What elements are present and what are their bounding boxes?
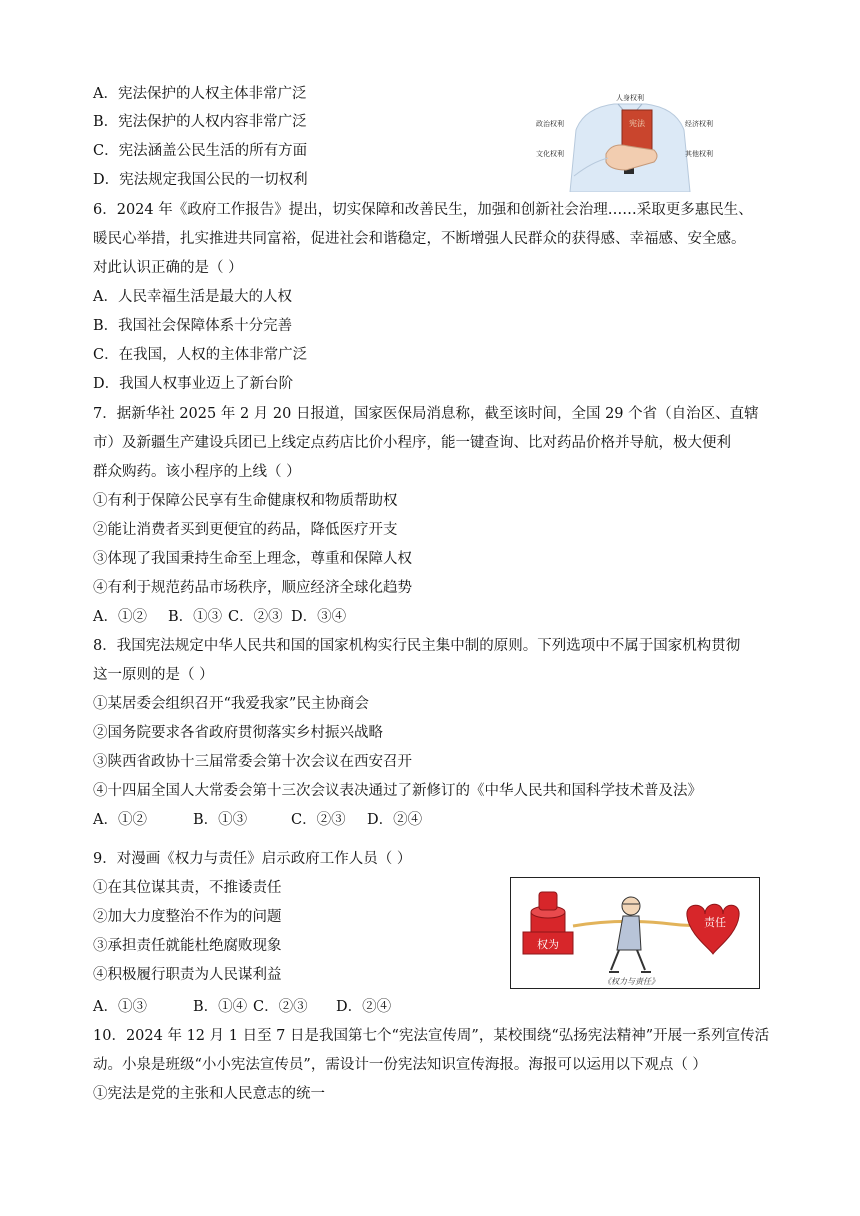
q5-option-d: D．宪法规定我国公民的一切权利 — [93, 172, 308, 188]
q7-item-1: ①有利于保障公民享有生命健康权和物质帮助权 — [93, 493, 398, 509]
duty-label: 责任 — [704, 916, 726, 929]
power-responsibility-cartoon — [510, 877, 760, 989]
q9-option-b: B．①④ — [193, 999, 248, 1015]
label-personal-rights: 人身权利 — [616, 94, 644, 102]
q9-item-3: ③承担责任就能杜绝腐败现象 — [93, 938, 282, 954]
q8-option-d: D．②④ — [367, 812, 423, 828]
q8-item-2: ②国务院要求各省政府贯彻落实乡村振兴战略 — [93, 725, 383, 741]
q8-item-4: ④十四届全国人大常委会第十三次会议表决通过了新修订的《中华人民共和国科学技术普及法》 — [93, 783, 702, 799]
q6-option-a: A．人民幸福生活是最大的人权 — [93, 289, 292, 305]
q9-option-c: C．②③ — [253, 999, 308, 1015]
q6-stem-line-2: 暖民心举措，扎实推进共同富裕，促进社会和谐稳定，不断增强人民群众的获得感、幸福感、安全感。 — [93, 231, 746, 247]
q7-options — [93, 607, 346, 627]
q5-option-a: A．宪法保护的人权主体非常广泛 — [93, 86, 307, 102]
q6-stem-line-3: 对此认识正确的是（ ） — [93, 260, 243, 276]
q8-option-a: A．①② — [93, 812, 147, 828]
q10-stem-line-1: 10．2024 年 12 月 1 日至 7 日是我国第七个“宪法宣传周”，某校围绕“弘扬宪法精神”开展一系列宣传活 — [93, 1028, 770, 1044]
q8-item-3: ③陕西省政协十三届常委会第十次会议在西安召开 — [93, 754, 412, 770]
cartoon-caption: 《权力与责任》 — [603, 977, 659, 986]
q7-item-3: ③体现了我国秉持生命至上理念，尊重和保障人权 — [93, 551, 412, 567]
label-cultural-rights: 文化权利 — [536, 150, 564, 158]
q8-option-c: C．②③ — [291, 812, 346, 828]
q7-option-c: C．②③ — [228, 609, 283, 625]
q7-stem-line-3: 群众购药。该小程序的上线（ ） — [93, 464, 301, 480]
constitution-book-label: 宪法 — [629, 119, 645, 128]
q7-item-4: ④有利于规范药品市场秩序，顺应经济全球化趋势 — [93, 580, 412, 596]
q7-stem-line-2: 市）及新疆生产建设兵团已上线定点药店比价小程序，能一键查询、比对药品价格并导航，极大便利 — [93, 435, 731, 451]
q9-item-4: ④积极履行职责为人民谋利益 — [93, 967, 282, 983]
q6-option-b: B．我国社会保障体系十分完善 — [93, 318, 293, 334]
q9-item-2: ②加大力度整治不作为的问题 — [93, 909, 282, 925]
q8-option-b: B．①③ — [193, 812, 248, 828]
q7-option-b: B．①③ — [168, 609, 223, 625]
constitution-rights-figure — [534, 90, 726, 192]
label-economic-rights: 经济权利 — [685, 120, 713, 128]
q8-options — [93, 810, 422, 830]
q10-item-1: ①宪法是党的主张和人民意志的统一 — [93, 1086, 325, 1102]
q9-option-a: A．①③ — [93, 999, 147, 1015]
q8-stem-line-2: 这一原则的是（ ） — [93, 667, 214, 683]
q5-option-b: B．宪法保护的人权内容非常广泛 — [93, 114, 307, 130]
q9-option-d: D．②④ — [336, 999, 392, 1015]
q6-option-c: C．在我国，人权的主体非常广泛 — [93, 347, 308, 363]
q7-option-a: A．①② — [93, 609, 147, 625]
q9-item-1: ①在其位谋其责，不推诿责任 — [93, 880, 282, 896]
q7-option-d: D．③④ — [291, 609, 347, 625]
q6-stem-line-1: 6．2024 年《政府工作报告》提出，切实保障和改善民生，加强和创新社会治理……采取更多惠民生、 — [93, 202, 753, 218]
power-label: 权为 — [537, 938, 559, 951]
q6-option-d: D．我国人权事业迈上了新台阶 — [93, 376, 294, 392]
label-other-rights: 其他权利 — [685, 150, 713, 158]
label-political-rights: 政治权利 — [536, 120, 564, 128]
q10-stem-line-2: 动。小泉是班级“小小宪法宣传员”，需设计一份宪法知识宣传海报。海报可以运用以下观点（ ） — [93, 1057, 707, 1073]
q7-stem-line-1: 7．据新华社 2025 年 2 月 20 日报道，国家医保局消息称，截至该时间，全国 29 个省（自治区、直辖 — [93, 406, 759, 422]
q8-item-1: ①某居委会组织召开“我爱我家”民主协商会 — [93, 696, 369, 712]
q9-stem: 9．对漫画《权力与责任》启示政府工作人员（ ） — [93, 851, 412, 867]
q9-options — [93, 997, 391, 1017]
q7-item-2: ②能让消费者买到更便宜的药品，降低医疗开支 — [93, 522, 398, 538]
q5-option-c: C．宪法涵盖公民生活的所有方面 — [93, 143, 308, 159]
q8-stem-line-1: 8．我国宪法规定中华人民共和国的国家机构实行民主集中制的原则。下列选项中不属于国家机构贯彻 — [93, 638, 741, 654]
